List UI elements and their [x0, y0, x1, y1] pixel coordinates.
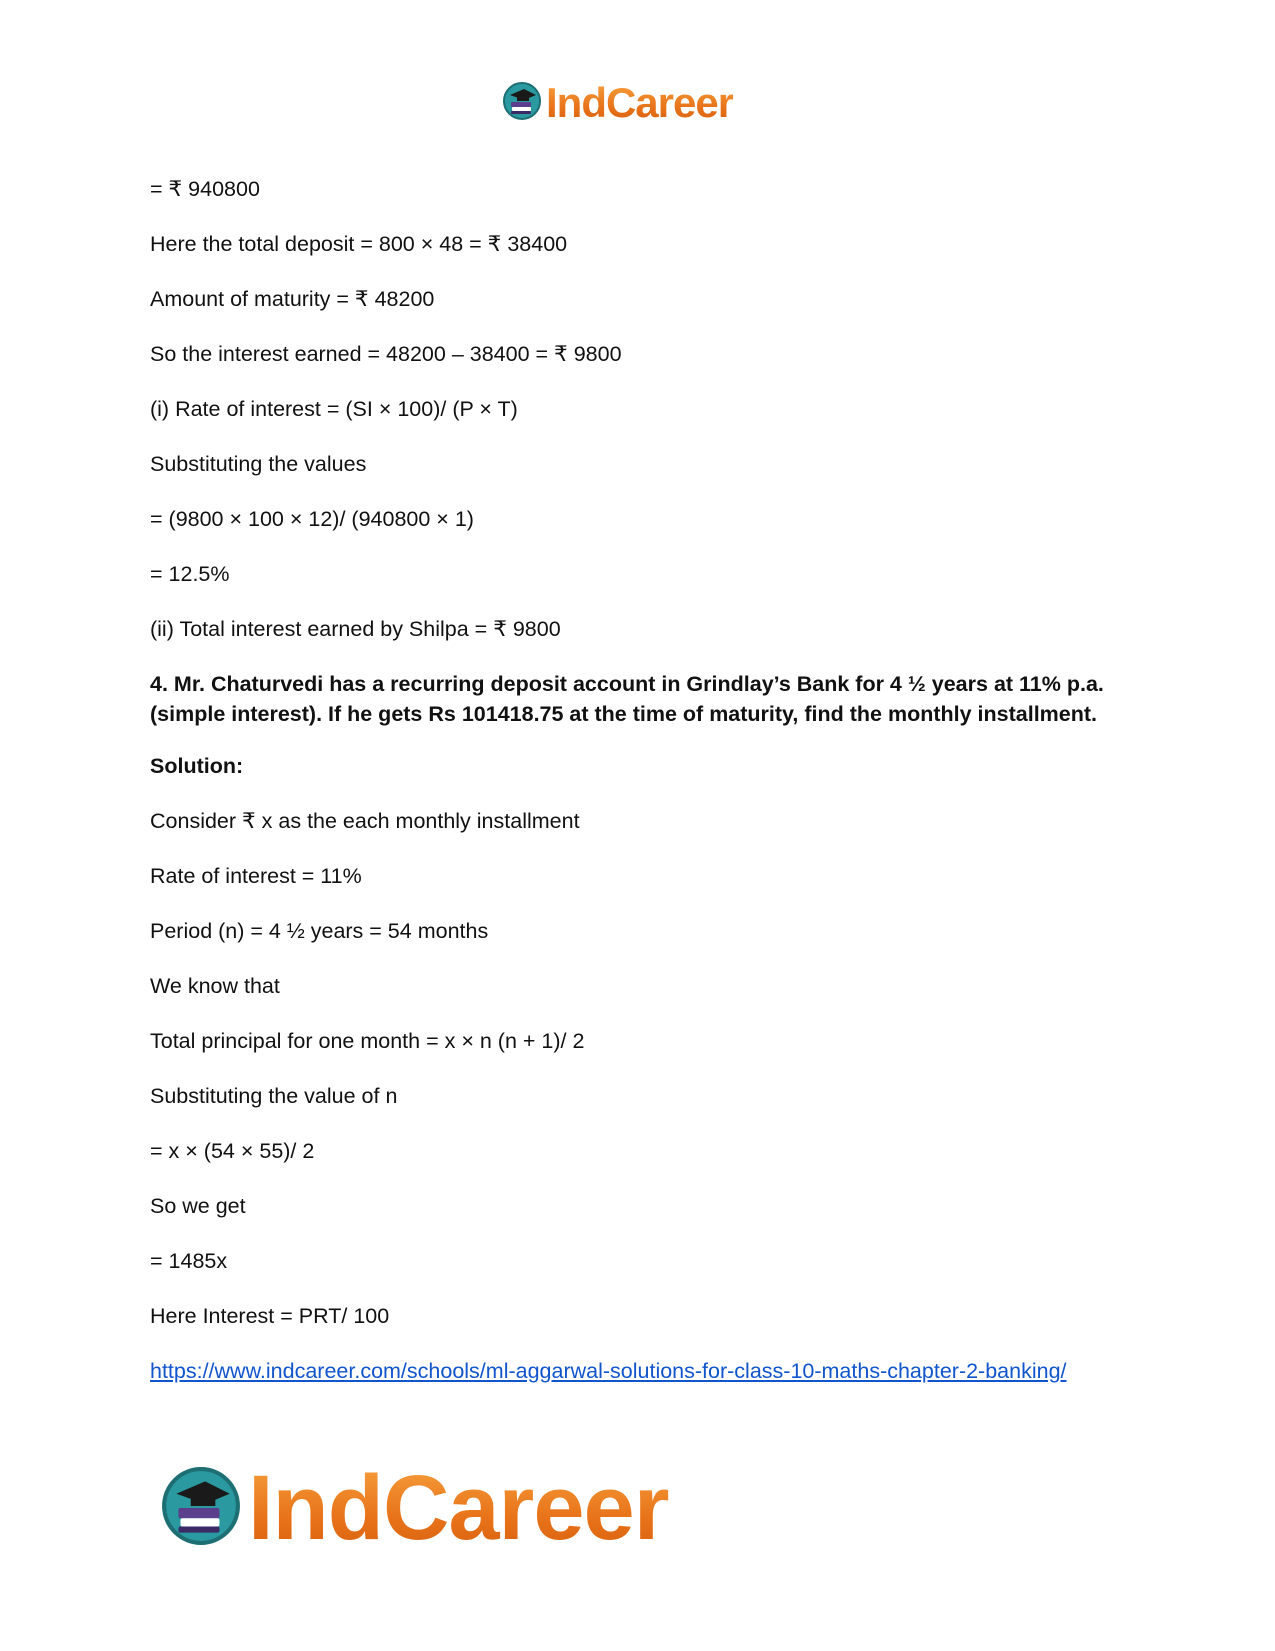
- solution-line: We know that: [150, 974, 280, 998]
- text-line: = (9800 × 100 × 12)/ (940800 × 1): [150, 507, 474, 531]
- document-body: [150, 174, 1130, 1386]
- logo-wordmark: IndCareer: [546, 79, 734, 126]
- text-line: Substituting the values: [150, 452, 367, 476]
- text-line: So the interest earned = 48200 – 38400 = ₹ 9800: [150, 342, 622, 366]
- solution-line: Total principal for one month = x × n (n + 1)/ 2: [150, 1029, 585, 1053]
- solution-line: Here Interest = PRT/ 100: [150, 1304, 390, 1328]
- graduation-cap-book-icon: [160, 1465, 242, 1552]
- question-text: 4. Mr. Chaturvedi has a recurring deposit account in Grindlay’s Bank for 4 ½ years at 11% p.a. (simple interest). If he gets Rs 101418.75 at the time of maturity, find the monthly installment.: [150, 672, 1104, 726]
- solution-line: Consider ₹ x as the each monthly installment: [150, 809, 580, 833]
- graduation-cap-book-icon: [502, 81, 542, 126]
- solution-line: So we get: [150, 1194, 246, 1218]
- logo-wordmark: IndCareer: [248, 1457, 669, 1559]
- text-line: (ii) Total interest earned by Shilpa = ₹ 9800: [150, 617, 561, 641]
- solution-line: Period (n) = 4 ½ years = 54 months: [150, 919, 489, 943]
- text-line: (i) Rate of interest = (SI × 100)/ (P × T): [150, 397, 518, 421]
- text-line: Amount of maturity = ₹ 48200: [150, 287, 435, 311]
- solution-label: Solution:: [150, 754, 244, 778]
- solution-line: = 1485x: [150, 1249, 228, 1273]
- solution-line: Rate of interest = 11%: [150, 864, 362, 888]
- source-link[interactable]: https://www.indcareer.com/schools/ml-aggarwal-solutions-for-class-10-maths-chapter-2-banking/: [150, 1359, 1067, 1383]
- text-line: = 12.5%: [150, 562, 230, 586]
- solution-line: Substituting the value of n: [150, 1084, 398, 1108]
- text-line: Here the total deposit = 800 × 48 = ₹ 38400: [150, 232, 568, 256]
- footer-logo: [160, 1457, 669, 1559]
- solution-line: = x × (54 × 55)/ 2: [150, 1139, 315, 1163]
- header-logo: [502, 80, 733, 126]
- text-line: = ₹ 940800: [150, 177, 260, 201]
